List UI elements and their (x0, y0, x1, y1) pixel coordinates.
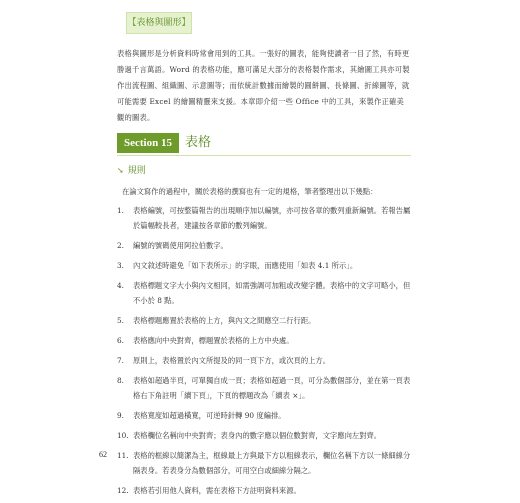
list-item (117, 353, 412, 368)
list-item (117, 313, 412, 328)
list-item-text: 表格的框線以簡潔為主，框線最上方與最下方以粗線表示，欄位名稱下方以一條細線分隔表身。若表身分為數個部分，可用空白或細線分隔之。 (133, 451, 411, 475)
list-item-number: 1. (117, 206, 124, 215)
list-item-text: 表格編號，可按整篇報告的出現順序加以編號，亦可按各章的數列重新編號。若報告屬於篇幅較長者，建議按各章節的數列編號。 (133, 206, 411, 230)
rules-list (117, 203, 412, 503)
list-item-number: 8. (117, 376, 124, 385)
list-item (117, 333, 412, 348)
chapter-tab-close: 】 (181, 18, 191, 28)
section-title: 表格 (185, 135, 212, 150)
list-item-text: 表格標題應置於表格的上方，與內文之間應空二行行距。 (133, 316, 316, 325)
list-item-text: 表格應向中央對齊，標題置於表格的上方中央處。 (133, 336, 294, 345)
chapter-tab-open: 【 (127, 18, 137, 28)
list-item (117, 408, 412, 423)
subheading-text: 規則 (127, 166, 146, 176)
list-item (117, 448, 412, 478)
list-item (117, 483, 412, 498)
list-item (117, 373, 412, 403)
section-label: Section 15 (117, 133, 179, 153)
list-item-text: 原則上，表格置於內文所提及的同一頁下方，或次頁的上方。 (133, 356, 331, 365)
list-item-text: 表格欄位名稱向中央對齊；表身內的數字應以個位數對齊，文字應向左對齊。 (133, 431, 382, 440)
list-item-text: 表格如超過半頁，可單獨自成一頁；表格如超過一頁，可分為數個部分，並在第一頁表格右下角註明「續下頁」，下頁的標題改為「續表 ×」。 (133, 376, 411, 400)
intro-text: 表格與圖形是分析資料時常會用到的工具。一張好的圖表，能夠使讀者一目了然，有時更勝過千言萬語。Word 的表格功能，應可滿足大部分的表格製作需求，其繪圖工具亦可製作出流程圖、組織圖、示意圖等；而依統計數據而繪製的圓餅圖、長條圖、折線圖等，就可能需要 Excel 的繪圖精靈來支援。本章即介紹一些 Office 中的工具，來製作正確美觀的圖表。 (117, 49, 410, 122)
section-header (117, 131, 411, 156)
list-item-number: 2. (117, 241, 124, 250)
list-item (117, 428, 412, 443)
chapter-tab (126, 12, 192, 34)
list-item-text: 表格若引用他人資料，需在表格下方註明資料來源。 (133, 486, 301, 495)
chapter-tab-title: 表格與圖形 (136, 18, 182, 28)
list-item-number: 3. (117, 261, 124, 270)
subheading (117, 164, 146, 178)
list-item-number: 7. (117, 356, 124, 365)
list-item (117, 258, 412, 273)
arrow-icon: ➘ (117, 166, 124, 175)
list-item-number: 11. (117, 451, 129, 460)
list-item-number: 12. (117, 486, 129, 495)
list-item-text: 編號的號碼使用阿拉伯數字。 (133, 241, 228, 250)
list-item-number: 5. (117, 316, 124, 325)
list-item-number: 10. (117, 431, 129, 440)
list-item-text: 內文敘述時避免「如下表所示」的字眼，而應使用「如表 4.1 所示」。 (133, 261, 358, 270)
list-item-text: 表格寬度如超過橫寬，可逆時針轉 90 度編排。 (133, 411, 286, 420)
list-item (117, 203, 412, 233)
list-item-number: 9. (117, 411, 124, 420)
list-item (117, 278, 412, 308)
intro-paragraph (117, 46, 411, 126)
list-item (117, 238, 412, 253)
lead-paragraph: 在論文寫作的過程中，關於表格的撰寫也有一定的規格，筆者整理出以下幾點： (122, 187, 378, 196)
list-item-text: 表格標題文字大小與內文相同，如需強調可加粗或改變字體。表格中的文字可略小，但不小於 8 點。 (133, 281, 411, 305)
page-number: 62 (99, 450, 107, 459)
list-item-number: 4. (117, 281, 124, 290)
list-item-number: 6. (117, 336, 124, 345)
